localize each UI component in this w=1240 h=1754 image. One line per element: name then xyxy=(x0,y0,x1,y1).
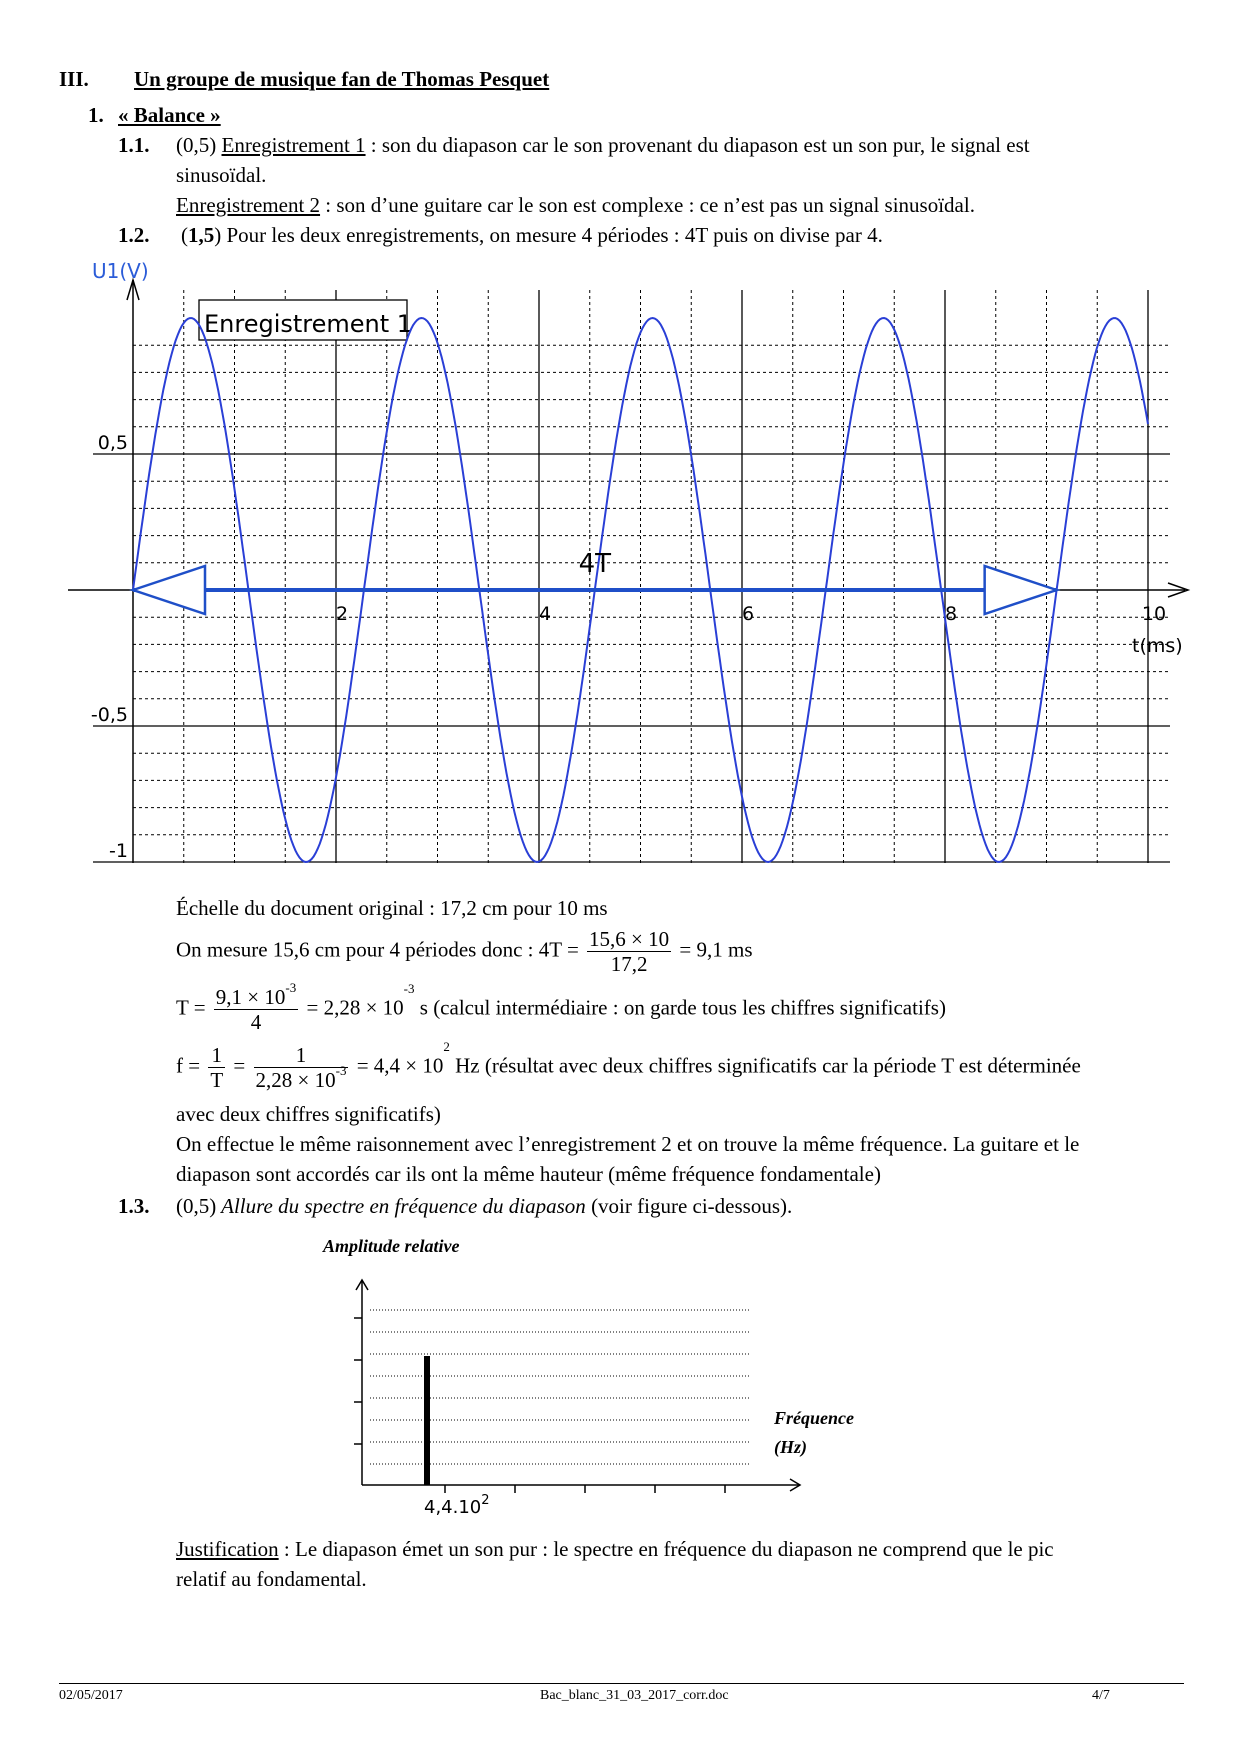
q13-text: (voir figure ci-dessous). xyxy=(585,1194,793,1218)
period-line xyxy=(176,980,946,1035)
y-tick-label: -0,5 xyxy=(90,704,128,726)
q12-text: Pour les deux enregistrements, on mesure 4 périodes : 4T puis on divise par 4. xyxy=(221,223,883,247)
justification-text: : Le diapason émet un son pur : le spectre en fréquence du diapason ne comprend que le pic xyxy=(278,1537,1054,1561)
footer-file: Bac_blanc_31_03_2017_corr.doc xyxy=(540,1688,729,1703)
measure-prefix: On mesure 15,6 cm pour 4 périodes donc : 4T = xyxy=(176,937,579,962)
spectrum-chart xyxy=(340,1270,820,1510)
x-tick-label: 10 xyxy=(1141,603,1167,625)
t-prefix: T = xyxy=(176,995,206,1020)
x-tick-label: 8 xyxy=(944,603,958,625)
q11-line1 xyxy=(176,133,1030,158)
oscillogram-grid xyxy=(68,280,1188,863)
section-title: Un groupe de musique fan de Thomas Pesquet xyxy=(134,67,550,91)
peak-value: 4,4.10 xyxy=(424,1497,482,1518)
part-number: 1. xyxy=(88,103,104,127)
x-tick-label: 2 xyxy=(335,603,349,625)
footer-page: 4/7 xyxy=(1092,1688,1110,1703)
x-tick-label: 6 xyxy=(741,603,755,625)
t-fraction xyxy=(214,980,298,1035)
legend-text: Enregistrement 1 xyxy=(204,310,413,338)
justification-line-2: relatif au fondamental. xyxy=(176,1567,367,1591)
f-comment-2: avec deux chiffres significatifs) xyxy=(176,1102,441,1126)
f-den2: 2,28 × 10 xyxy=(255,1068,336,1093)
measure-den: 17,2 xyxy=(610,952,648,977)
q12-paren-close: ) xyxy=(214,223,222,247)
q11-rec2-text: : son d’une guitare car le son est complexe : ce n’est pas un signal sinusoïdal. xyxy=(320,193,975,217)
t-exp: -3 xyxy=(403,981,415,996)
x-tick-label: 4 xyxy=(538,603,552,625)
t-num: 9,1 × 10 xyxy=(215,985,286,1009)
period-arrow xyxy=(133,549,1057,614)
q13-points: (0,5) xyxy=(176,1194,217,1218)
arrow-head-left xyxy=(133,566,205,614)
f-prefix: f = xyxy=(176,1053,201,1078)
f-exp: 2 xyxy=(443,1039,450,1054)
t-num-exp: -3 xyxy=(285,980,297,995)
x-axis-label: t(ms) xyxy=(1132,635,1183,657)
spectrum-peak-bar xyxy=(424,1356,430,1485)
f-fraction-2 xyxy=(254,1043,349,1092)
q12-number: 1.2. xyxy=(118,223,150,247)
frequency-line xyxy=(176,1039,1081,1093)
q11-line2: sinusoïdal. xyxy=(176,163,267,187)
f-den1: T xyxy=(210,1068,224,1093)
section-number: III. xyxy=(59,67,89,91)
footer-rule xyxy=(59,1683,1184,1684)
measure-fraction xyxy=(587,927,671,976)
q12-line xyxy=(181,223,883,248)
same-reasoning-2: diapason sont accordés car ils ont la même hauteur (même fréquence fondamentale) xyxy=(176,1162,881,1186)
f-den2-exp: -3 xyxy=(335,1063,347,1079)
oscillogram-labels xyxy=(91,259,1183,862)
f-comment: Hz (résultat avec deux chiffres significatifs car la période T est déterminée xyxy=(449,1053,1081,1078)
q11-number: 1.1. xyxy=(118,133,150,157)
y-tick-label: 0,5 xyxy=(97,432,128,454)
footer-date: 02/05/2017 xyxy=(59,1688,123,1703)
q13-number: 1.3. xyxy=(118,1194,150,1218)
spectrum-axes xyxy=(354,1280,800,1493)
y-tick-label: -1 xyxy=(109,840,128,862)
f-num1: 1 xyxy=(208,1043,225,1068)
spectrum-x-label-1: Fréquence xyxy=(774,1408,854,1428)
q13-line xyxy=(176,1194,792,1219)
scale-text: Échelle du document original : 17,2 cm pour 10 ms xyxy=(176,896,608,920)
measure-num: 15,6 × 10 xyxy=(589,927,670,951)
spectrum-y-label: Amplitude relative xyxy=(323,1236,460,1256)
t-den: 4 xyxy=(250,1010,262,1035)
oscillogram xyxy=(0,255,1240,895)
q12-points: 1,5 xyxy=(188,223,215,247)
q11-rec1-text: : son du diapason car le son provenant du diapason est un son pur, le signal est xyxy=(365,133,1030,157)
t-comment: s (calcul intermédiaire : on garde tous les chiffres significatifs) xyxy=(414,995,946,1020)
spectrum-x-label-2: (Hz) xyxy=(774,1437,807,1457)
q13-italic: Allure du spectre en fréquence du diapason xyxy=(216,1194,586,1218)
y-axis-label: U1(V) xyxy=(92,259,149,283)
f-eq1: = xyxy=(233,1053,246,1078)
q11-line3 xyxy=(176,193,975,218)
f-num2: 1 xyxy=(254,1043,349,1068)
f-fraction-1 xyxy=(208,1043,225,1092)
q11-rec1-label: Enregistrement 1 xyxy=(221,133,366,157)
measure-result: = 9,1 ms xyxy=(679,937,753,962)
arrow-label: 4T xyxy=(578,549,612,579)
part-title: « Balance » xyxy=(118,103,221,127)
measure-line xyxy=(176,927,753,976)
arrow-head-right xyxy=(985,566,1057,614)
t-eq: = 2,28 × 10 xyxy=(306,995,404,1020)
q12-paren-open: ( xyxy=(181,223,188,247)
justification-label: Justification xyxy=(176,1537,279,1561)
f-eq2: = 4,4 × 10 xyxy=(356,1053,444,1078)
peak-exp: 2 xyxy=(481,1493,490,1508)
justification-line-1 xyxy=(176,1537,1054,1562)
same-reasoning-1: On effectue le même raisonnement avec l’enregistrement 2 et on trouve la même fréquence. La guitare et le xyxy=(176,1132,1080,1156)
q11-rec2-label: Enregistrement 2 xyxy=(176,193,321,217)
q11-points: (0,5) xyxy=(176,133,217,157)
